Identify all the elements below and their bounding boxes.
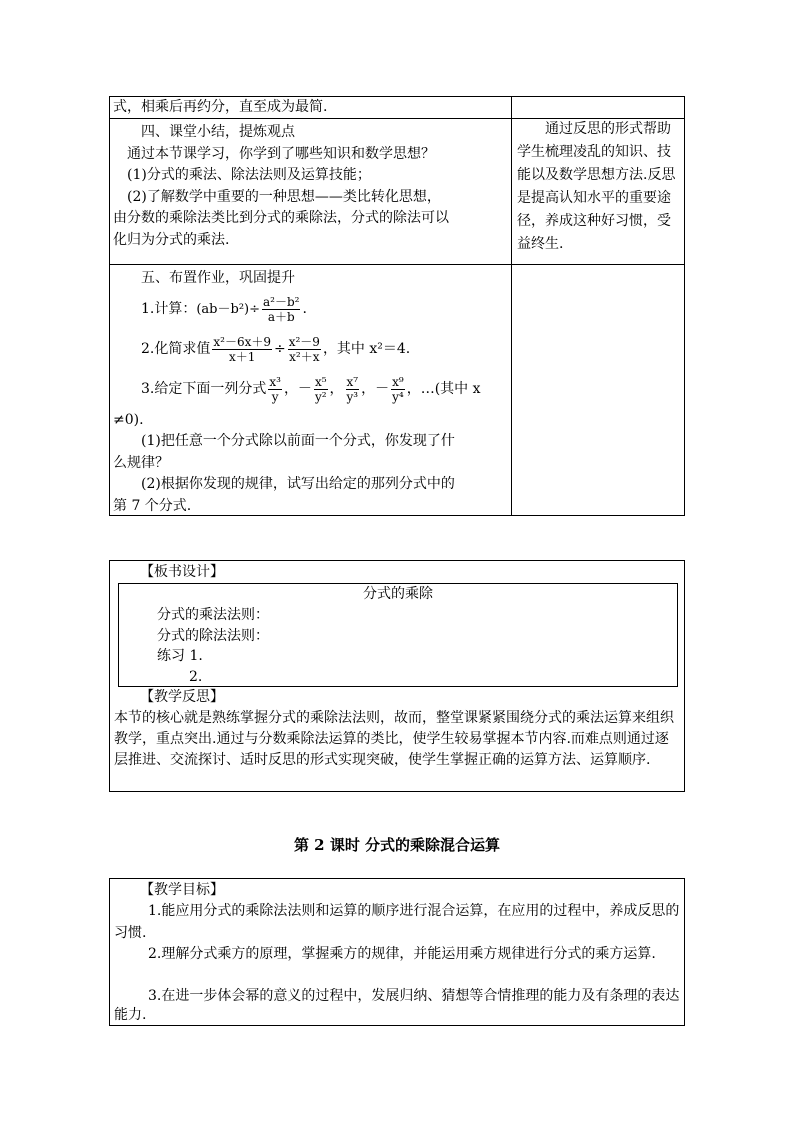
board-line-multiply: 分式的乘法法则： <box>157 607 269 623</box>
reflection-text: 本节的核心就是熟练掌握分式的乘除法法则，故而，整堂课紧紧围绕分式的乘法运算来组织教学，重点突出.通过与分数乘除法运算的类比，使学生较易掌握本节内容.而难点则通过逐层推进、交流探讨、适时反思的形式实现突破，使学生掌握正确的运算方法、运算顺序. <box>114 710 674 768</box>
q3-f2-numerator: x⁵ <box>314 375 327 389</box>
q3-fraction-3 <box>346 375 360 404</box>
q3-f3-denominator: y³ <box>346 390 359 404</box>
q1-denominator: a＋b <box>267 310 295 324</box>
q2-fraction-1 <box>212 335 272 364</box>
q1-fraction <box>262 295 300 324</box>
q3-condition: ≠0). <box>113 411 144 428</box>
goal-3: 3.在进一步体会幂的意义的过程中，发展归纳、猜想等合情推理的能力及有条理的表达能力. <box>114 988 680 1023</box>
sub1-line-b: 么规律？ <box>113 454 169 471</box>
summary-line: 化归为分式的乘法. <box>113 231 230 248</box>
board-inner-box <box>118 583 678 687</box>
goal-1: 1.能应用分式的乘除法法则和运算的顺序进行混合运算，在应用的过程中，养成反思的习惯. <box>114 903 680 941</box>
reflection-label: 【教学反思】 <box>140 689 224 705</box>
sub2-line-a: (2)根据你发现的规律，试写出给定的那列分式中的 <box>141 476 455 492</box>
board-title: 分式的乘除 <box>363 586 433 602</box>
board-line-exercise: 练习 1. <box>157 648 203 664</box>
board-reflection-box <box>109 560 685 792</box>
column-divider <box>511 96 512 516</box>
q2-f1-denominator: x＋1 <box>228 350 256 364</box>
q2-f2-denominator: x²＋x <box>289 350 320 364</box>
lesson-table <box>109 96 685 516</box>
row-divider <box>109 264 685 265</box>
q2-tail: ，其中 x²＝4. <box>322 340 411 357</box>
homework-cell <box>113 268 509 517</box>
teaching-goals-box <box>109 878 685 1026</box>
q3-prefix: 3.给定下面一列分式 <box>141 380 267 397</box>
summary-line: (2)了解数学中重要的一种思想——类比转化思想， <box>127 188 441 205</box>
goals-label: 【教学目标】 <box>140 882 224 898</box>
homework-title: 五、布置作业，巩固提升 <box>141 270 295 286</box>
row1-text: 式，相乘后再约分，直至成为最简. <box>113 99 328 115</box>
q1-base: (ab－b²)÷ <box>196 301 261 317</box>
board-line-divide: 分式的除法法则： <box>157 628 269 644</box>
q3-fraction-1 <box>268 375 282 404</box>
sub2-line-b: 第 7 个分式. <box>113 497 192 514</box>
goal-2: 2.理解分式乘方的原理，掌握乘方的规律，并能运用乘方规律进行分式的乘方运算. <box>148 946 656 962</box>
q3-f1-numerator: x³ <box>269 375 281 389</box>
q3-fraction-2 <box>314 375 328 404</box>
q2-f1-numerator: x²－6x＋9 <box>213 335 271 349</box>
q3-f4-denominator: y⁴ <box>392 390 404 404</box>
lesson2-heading: 第 2 课时 分式的乘除混合运算 <box>293 836 501 854</box>
q3-fraction-4 <box>391 375 405 404</box>
q2-fraction-2 <box>288 335 321 364</box>
q1-prefix: 1.计算： <box>141 300 197 317</box>
q3-tail: ，…(其中 x <box>406 380 481 397</box>
summary-cell <box>113 122 509 251</box>
summary-title: 四、课堂小结，提炼观点 <box>141 124 295 140</box>
q3-f4-numerator: x⁹ <box>392 375 404 389</box>
summary-line: 通过本节课学习，你学到了哪些知识和数学思想？ <box>127 145 435 162</box>
sub1-line-a: (1)把任意一个分式除以前面一个分式，你发现了什 <box>141 433 455 449</box>
q1-end: . <box>302 300 307 317</box>
board-line-exercise-2: 2. <box>189 669 203 685</box>
q2-prefix: 2.化简求值 <box>141 340 211 357</box>
q3-f2-denominator: y² <box>314 390 327 404</box>
summary-note: 通过反思的形式帮助学生梳理凌乱的知识、技能以及数学思想方法.反思是提高认知水平的重要途径，养成这种好习惯，受益终生. <box>517 121 676 252</box>
question-3: 3.给定下面一列分式 $\frac{\text{x³}}{y}$ ，－ $\frac{\text{x⁵}}{\text{y²}}$ ， $\frac{\text{x⁷}}{\text{y³}}$ ，－ $\frac{\text{x⁹}}{\text{y⁴}}$ ，…(其中 x <box>141 375 481 404</box>
q1-numerator: a²－b² <box>263 295 300 309</box>
question-2 <box>113 330 509 370</box>
board-label: 【板书设计】 <box>140 564 224 580</box>
summary-line: 由分数的乘除法类比到分式的乘除法，分式的除法可以 <box>113 210 449 226</box>
question-1 <box>113 290 509 330</box>
q2-operator: ÷ <box>273 340 286 357</box>
summary-line: (1)分式的乘法、除法法则及运算技能； <box>127 167 371 183</box>
q3-f1-denominator: y <box>271 390 279 404</box>
q2-f2-numerator: x²－9 <box>288 335 320 349</box>
q3-f3-numerator: x⁷ <box>346 375 359 389</box>
